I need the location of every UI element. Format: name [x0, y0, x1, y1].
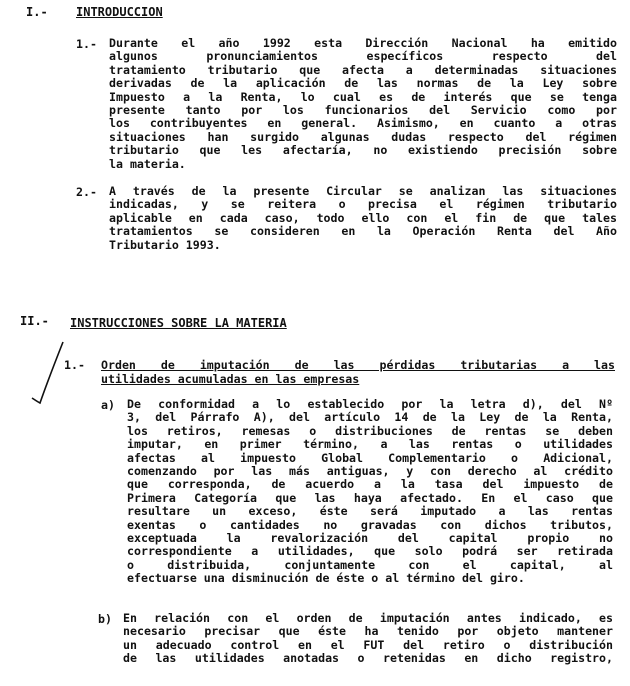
title-line: utilidades acumuladas en las empresas [101, 372, 360, 386]
text-line: Durante el año 1992 esta Dirección Nacional ha emitido [109, 36, 617, 50]
text-line: Primera Categoría que las haya afectado. En el caso que [127, 490, 613, 505]
text-line: aplicable en cada caso, todo ello con el fin de que tales [109, 210, 617, 225]
text-line: comenzando por las más antiguas, y con derecho al crédito [127, 464, 613, 479]
text-line: exentas o cantidades no gravadas con dichos tributos, [127, 517, 613, 532]
text-line: Impuesto a la Renta, lo cual es de interés que se tenga [109, 89, 617, 104]
text-line: resultare un exceso, éste será imputado a las rentas [127, 504, 613, 519]
section-2-number: II.- [20, 314, 49, 328]
text-line: situaciones han surgido algunas dudas respecto del régimen [109, 129, 617, 144]
text-line: tratamiento tributario que afecta a determinadas situaciones [109, 62, 617, 77]
section-1-item-2-number: 2.- [76, 185, 97, 199]
section-2-item-1-number: 1.- [64, 358, 85, 372]
text-line: afectas al impuesto Global Complementario o Adicional, [127, 450, 613, 465]
text-line: un adecuado control en el FUT del retiro o distribución [123, 637, 613, 652]
subitem-a-label: a) [101, 398, 115, 412]
text-line: efectuarse una disminución de éste o al término del giro. [127, 571, 525, 586]
section-2-title: INSTRUCCIONES SOBRE LA MATERIA [70, 316, 287, 330]
text-line: Tributario 1993. [109, 237, 221, 252]
text-line: imputar, en primer término, a las rentas o utilidades [127, 437, 613, 452]
text-line: tributario que les afectaría, no existiendo precisión sobre [109, 143, 617, 158]
text-line: la materia. [109, 156, 186, 171]
check-mark-icon [30, 340, 64, 406]
subitem-a-text [127, 398, 613, 586]
text-line: exceptuada la revalorización del capital propio no [127, 531, 613, 546]
text-line: De conformidad a lo establecido por la letra d), del Nº [127, 397, 613, 411]
subitem-b-text [123, 612, 613, 666]
text-line: necesario precisar que éste ha tenido por objeto mantener [123, 624, 613, 639]
section-1-title: INTRODUCCION [76, 5, 163, 19]
subitem-b-label: b) [98, 612, 112, 626]
section-1-item-2-text [109, 185, 617, 252]
text-line: que corresponda, de acuerdo a la tasa del impuesto de [127, 477, 613, 492]
section-1-number: I.- [26, 5, 48, 19]
text-line: tratamientos se consideren en la Operación Renta del Año [109, 224, 617, 239]
text-line: A través de la presente Circular se analizan las situaciones [109, 184, 617, 198]
text-line: los contribuyentes en general. Asimismo, en cuanto a otras [109, 116, 617, 131]
text-line: algunos pronunciamientos específicos respecto del [109, 49, 617, 64]
section-1-item-1-text [109, 37, 617, 171]
text-line: En relación con el orden de imputación antes indicado, es [123, 611, 613, 625]
section-2-item-1-title [101, 358, 615, 386]
text-line: o distribuida, conjuntamente con el capital, al [127, 557, 613, 572]
text-line: presente tanto por los funcionarios del Servicio como por [109, 103, 617, 118]
title-line: Orden de imputación de las pérdidas tributarias a las [101, 358, 615, 372]
text-line: 3, del Párrafo A), del artículo 14 de la Ley de la Renta, [127, 410, 613, 425]
text-line: derivadas de la aplicación de las normas de la Ley sobre [109, 76, 617, 91]
section-1-item-1-number: 1.- [76, 37, 97, 51]
text-line: los retiros, remesas o distribuciones de rentas se deben [127, 423, 613, 438]
text-line: indicadas, y se reitera o precisa el régimen tributario [109, 197, 617, 212]
text-line: correspondiente a utilidades, que solo podrá ser retirada [127, 544, 613, 559]
text-line: de las utilidades anotadas o retenidas en dicho registro, [123, 651, 613, 666]
